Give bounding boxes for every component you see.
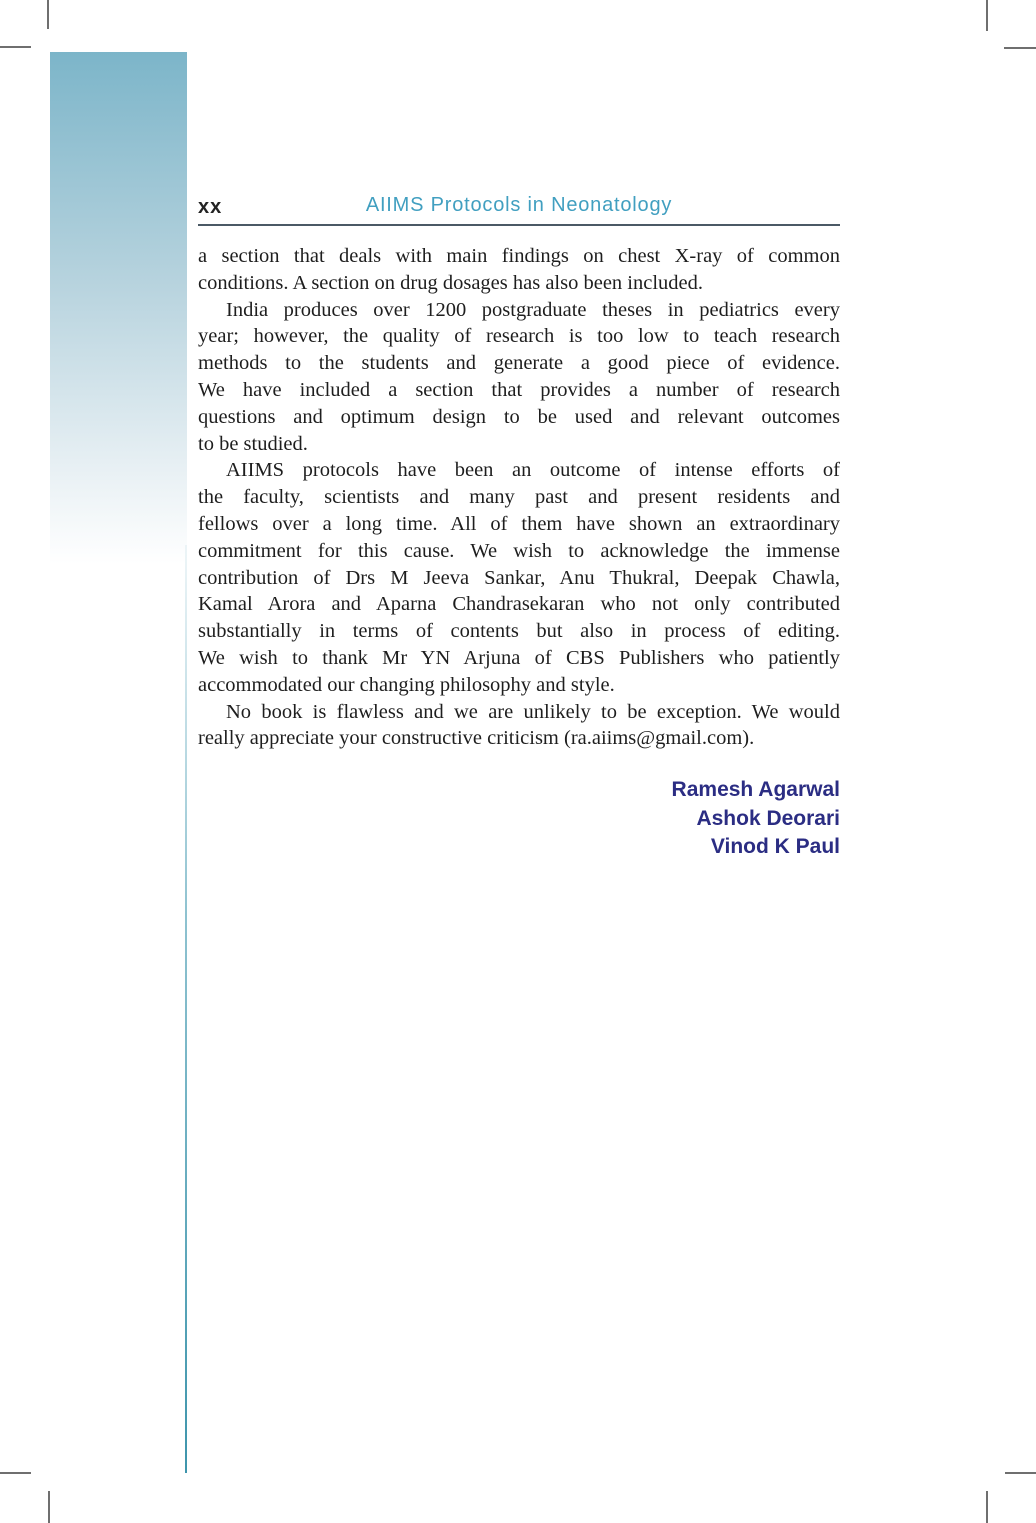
paragraph-line: methods to the students and generate a good piece of evidence.	[198, 352, 840, 375]
crop-mark-bottom-right-horizontal	[1005, 1472, 1036, 1474]
paragraph-line: year; however, the quality of research is too low to teach research	[198, 325, 840, 348]
paragraph-line: Kamal Arora and Aparna Chandrasekaran who not only contributed	[198, 593, 840, 616]
page-number: xx	[198, 196, 223, 218]
paragraph-line: questions and optimum design to be used and relevant outcomes	[198, 405, 840, 428]
paragraph-line: fellows over a long time. All of them have shown an extraordinary	[198, 512, 840, 535]
signature-name: Ashok Deorari	[696, 806, 840, 830]
paragraph-line: commitment for this cause. We wish to acknowledge the immense	[198, 539, 840, 562]
crop-mark-bottom-left-horizontal	[0, 1472, 31, 1474]
paragraph-line: the faculty, scientists and many past and present residents and	[198, 486, 840, 509]
paragraphs	[198, 243, 840, 752]
paragraph-line: No book is flawless and we are unlikely to be exception. We would	[226, 700, 840, 723]
paragraph-line: conditions. A section on drug dosages has also been included.	[198, 271, 704, 294]
running-header	[198, 194, 840, 222]
crop-mark-bottom-right-vertical	[986, 1491, 988, 1523]
signatures	[198, 776, 840, 862]
paragraph-line: really appreciate your constructive criticism (ra.aiims@gmail.com).	[198, 727, 755, 750]
crop-mark-top-right-horizontal	[1004, 47, 1036, 49]
signature-name: Ramesh Agarwal	[671, 778, 840, 801]
crop-mark-top-left-vertical	[47, 0, 49, 29]
crop-mark-bottom-left-vertical	[48, 1491, 50, 1523]
paragraph-line: We wish to thank Mr YN Arjuna of CBS Publishers who patiently	[198, 646, 840, 669]
paragraph-line: substantially in terms of contents but also in process of editing.	[198, 620, 840, 643]
paragraph-line: accommodated our changing philosophy and style.	[198, 673, 615, 696]
paragraph-line: AIIMS protocols have been an outcome of intense efforts of	[226, 459, 840, 482]
paragraph-line: India produces over 1200 postgraduate theses in pediatrics every	[226, 298, 840, 321]
paragraph-line: to be studied.	[198, 432, 308, 455]
paragraph-line: a section that deals with main findings on chest X-ray of common	[198, 245, 840, 267]
margin-gradient-bar	[50, 52, 187, 564]
paragraph-line: We have included a section that provides a number of research	[198, 378, 840, 401]
crop-mark-top-right-vertical	[986, 0, 988, 31]
margin-rule-line	[185, 545, 187, 1473]
crop-mark-top-left-horizontal	[0, 46, 31, 48]
paragraph-line: contribution of Drs M Jeeva Sankar, Anu Thukral, Deepak Chawla,	[198, 566, 840, 589]
header-rule	[198, 224, 840, 226]
signature-name: Vinod K Paul	[710, 835, 840, 858]
running-title: AIIMS Protocols in Neonatology	[365, 194, 673, 216]
